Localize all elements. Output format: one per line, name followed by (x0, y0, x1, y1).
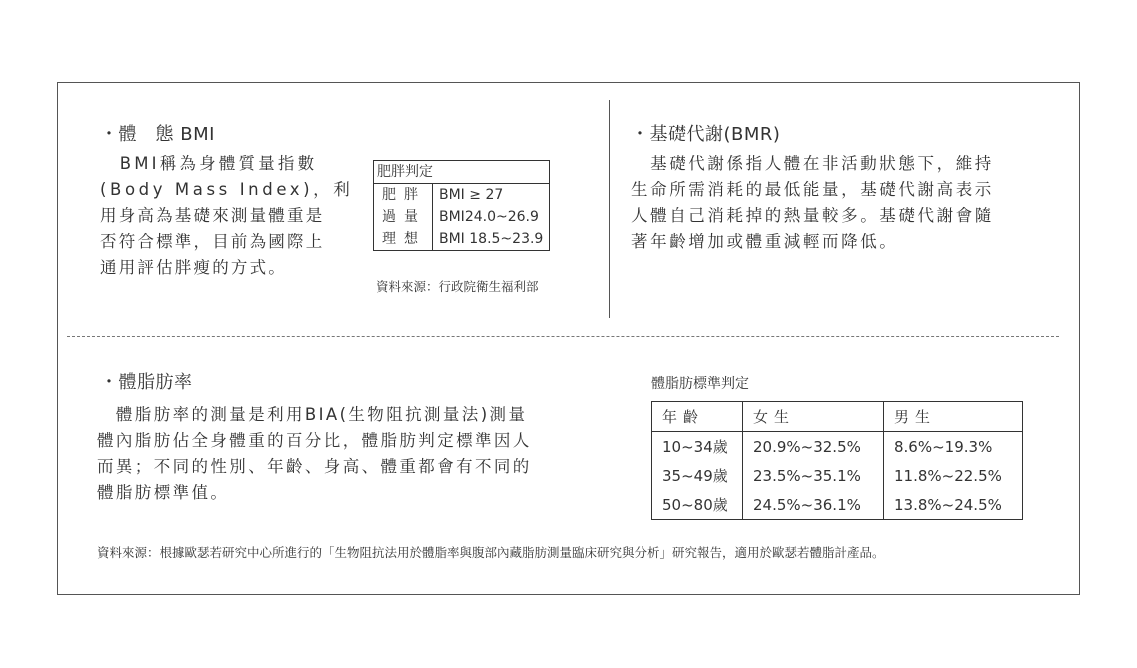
bmr-line: 基礎代謝係指人體在非活動狀態下，維持 (631, 154, 994, 173)
bodyfat-standard-table (651, 401, 1023, 520)
male-cell: 8.6%~19.3% (894, 437, 993, 456)
dashed-divider (67, 336, 1059, 337)
table-row (652, 490, 1023, 520)
table-header-row (652, 402, 1023, 432)
obesity-value: BMI 18.5~23.9 (439, 231, 544, 247)
bodyfat-table-title: 體脂肪標準判定 (651, 376, 749, 392)
female-cell: 23.5%~35.1% (743, 461, 884, 490)
bodyfat-heading: ・體脂肪率 (100, 372, 193, 393)
bodyfat-line: 體脂肪標準值。 (97, 483, 230, 502)
table-row (374, 184, 550, 207)
bmr-paragraph (631, 151, 994, 255)
age-cell: 10~34歲 (652, 432, 743, 462)
obesity-value: BMI ≥ 27 (439, 187, 504, 203)
obesity-judgement-table (373, 160, 550, 251)
footer-source-note: 資料來源：根據歐瑟若研究中心所進行的「生物阻抗法用於體脂率與腹部內藏脂肪測量臨床研究與分析」研究報告，適用於歐瑟若體脂計產品。 (97, 545, 885, 560)
column-header-male: 男生 (884, 402, 1023, 432)
age-cell: 35~49歲 (652, 461, 743, 490)
male-cell: 11.8%~22.5% (894, 466, 1002, 485)
bmi-source-note: 資料來源：行政院衛生福利部 (376, 279, 539, 294)
bmr-line: 生命所需消耗的最低能量，基礎代謝高表示 (631, 180, 994, 199)
table-row (374, 228, 550, 251)
vertical-divider (609, 100, 610, 318)
bmr-line: 著年齡增加或體重減輕而降低。 (631, 232, 899, 251)
table-row (652, 461, 1023, 490)
bmi-line: 通用評估胖瘦的方式。 (100, 258, 287, 277)
bmi-line: BMI稱為身體質量指數 (100, 154, 318, 173)
bmi-line: 用身高為基礎來測量體重是 (100, 206, 325, 225)
obesity-value: BMI24.0~26.9 (439, 209, 539, 225)
bmi-line: (Body Mass Index)，利 (100, 180, 354, 199)
obesity-table-caption: 肥胖判定 (374, 161, 550, 184)
table-row (374, 206, 550, 228)
obesity-label: 過量 (374, 206, 433, 228)
bmi-line: 否符合標準，目前為國際上 (100, 232, 325, 251)
bmi-heading: ・體 態 BMI (100, 124, 215, 145)
obesity-label: 肥胖 (374, 184, 433, 207)
bodyfat-line: 體脂肪率的測量是利用BIA(生物阻抗測量法)測量 (97, 405, 528, 424)
bmr-heading: ・基礎代謝(BMR) (631, 124, 781, 145)
male-cell: 13.8%~24.5% (894, 495, 1002, 514)
obesity-label: 理想 (374, 228, 433, 251)
female-cell: 20.9%~32.5% (743, 432, 884, 462)
column-header-age: 年齡 (652, 402, 743, 432)
bmi-paragraph (100, 151, 353, 281)
bodyfat-line: 而異；不同的性別、年齡、身高、體重都會有不同的 (97, 457, 532, 476)
table-row (652, 432, 1023, 462)
bodyfat-paragraph (97, 402, 532, 506)
bodyfat-line: 體內脂肪佔全身體重的百分比，體脂肪判定標準因人 (97, 431, 532, 450)
bmr-line: 人體自己消耗掉的熱量較多。基礎代謝會隨 (631, 206, 994, 225)
female-cell: 24.5%~36.1% (743, 490, 884, 520)
column-header-female: 女生 (743, 402, 884, 432)
age-cell: 50~80歲 (652, 490, 743, 520)
